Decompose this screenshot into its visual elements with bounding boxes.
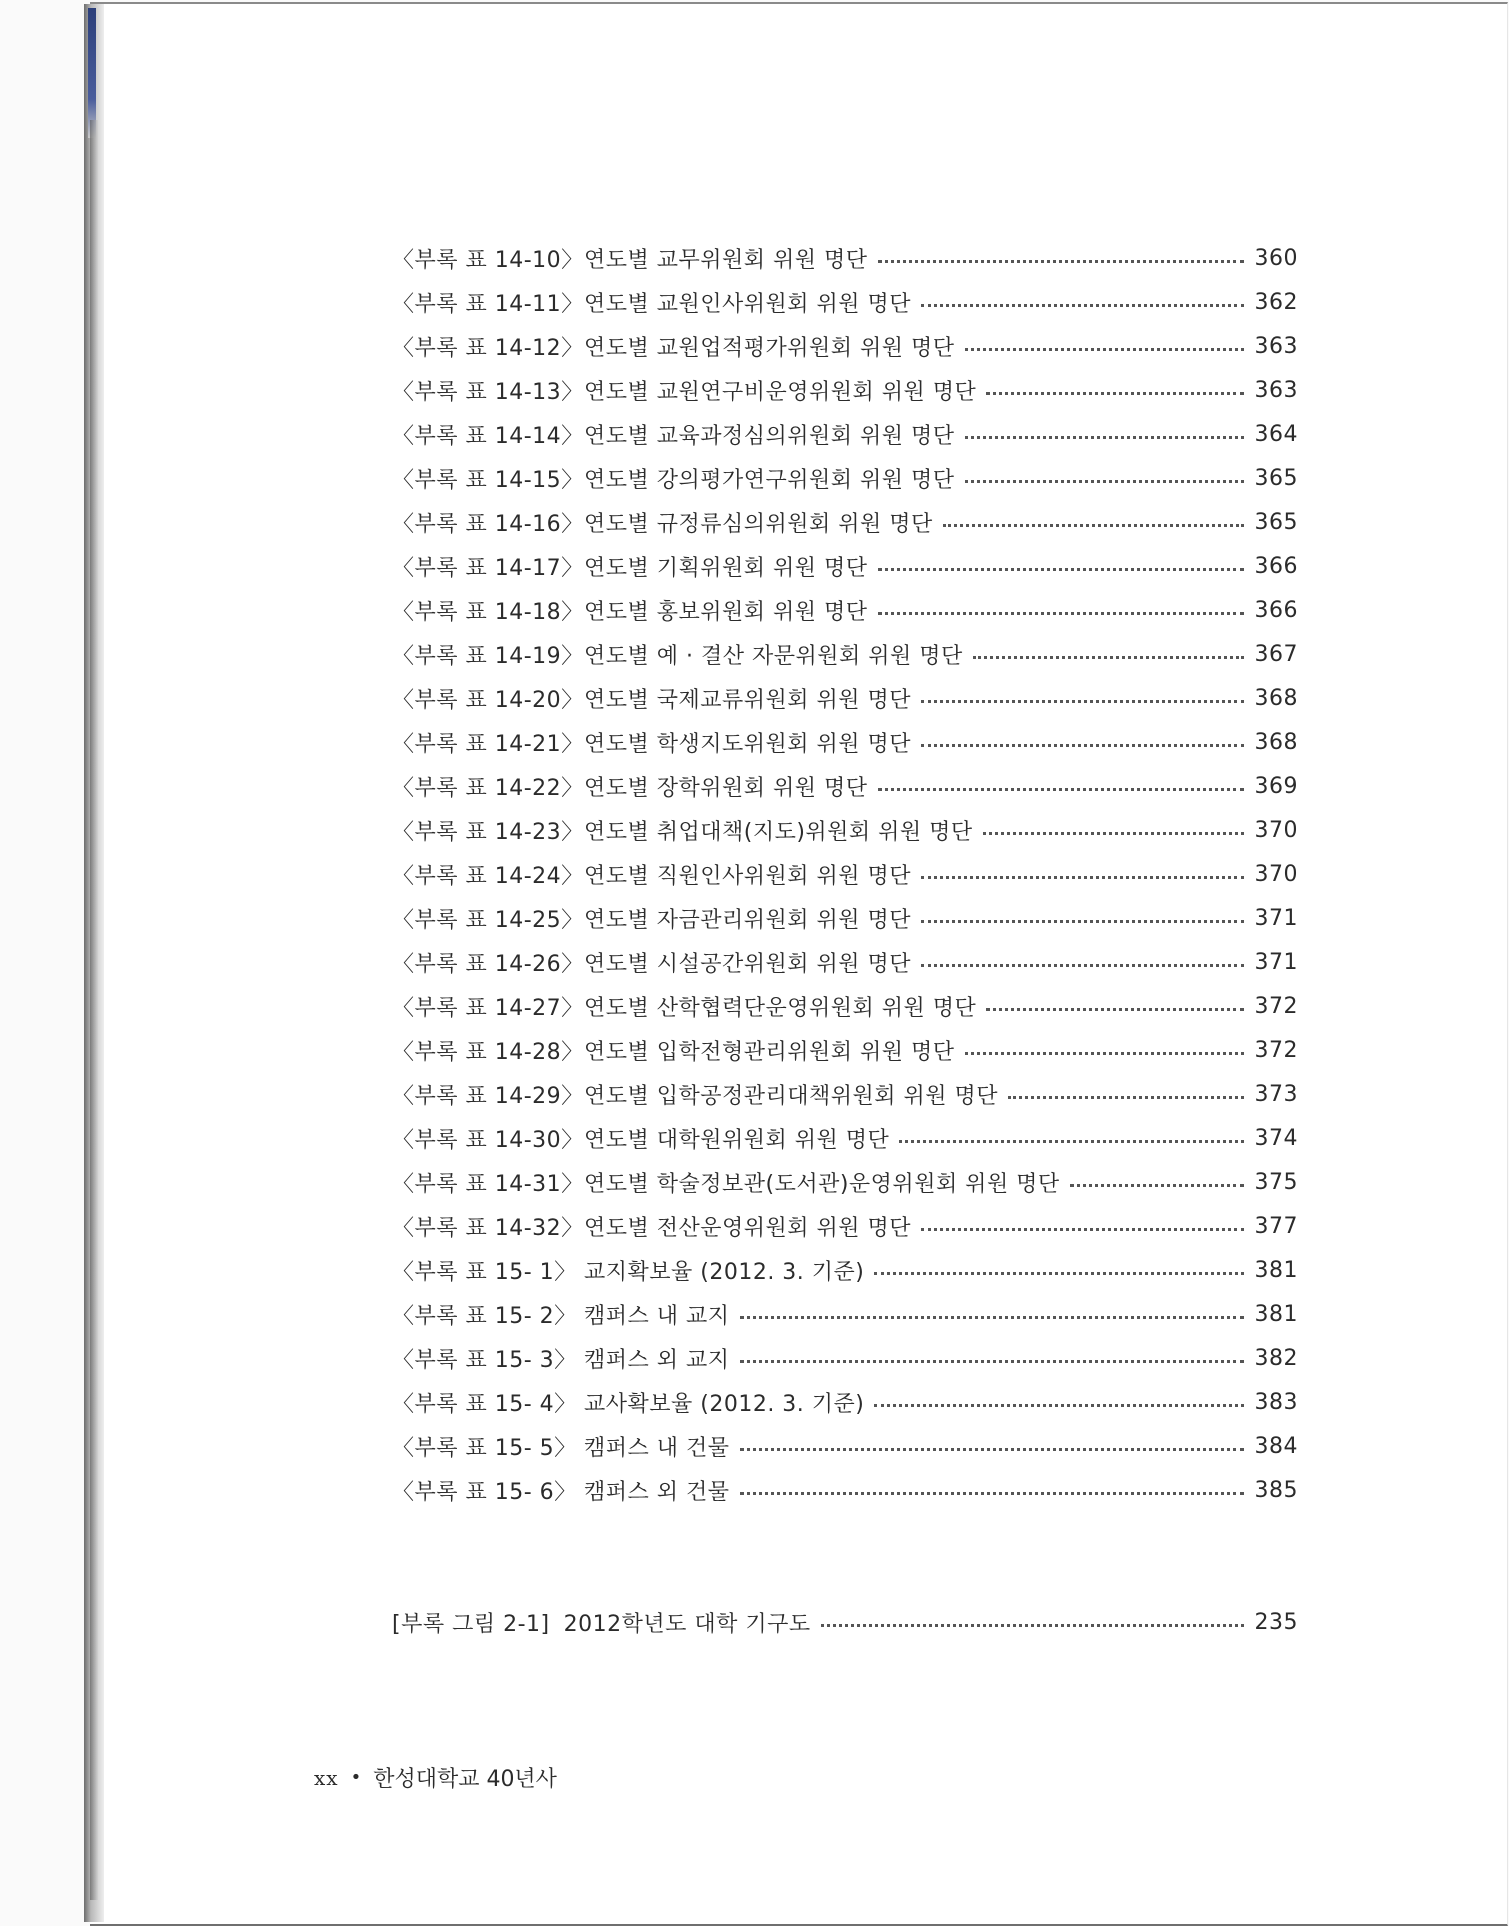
toc-page-number: 368 [1254,729,1298,755]
toc-leader-dots [965,436,1244,439]
spine-color-band [88,8,96,138]
figure-toc-entry [392,1600,1298,1644]
toc-entry-title: 연도별 시설공간위원회 위원 명단 [584,951,912,977]
toc-leader-dots [921,876,1244,879]
toc-row [392,1292,1298,1336]
toc-entry-title: 연도별 강의평가연구위원회 위원 명단 [584,467,955,493]
toc-row [392,1072,1298,1116]
toc-entry-title: 연도별 대학원위원회 위원 명단 [584,1127,890,1153]
toc-row [392,1380,1298,1424]
toc-entry-title: 연도별 교무위원회 위원 명단 [584,247,868,273]
toc-row [392,1028,1298,1072]
toc-entry-title: 연도별 입학공정관리대책위원회 위원 명단 [584,1083,999,1109]
toc-entry-title: 캠퍼스 내 건물 [584,1435,730,1461]
toc-page-number: 364 [1254,421,1298,447]
toc-row [392,852,1298,896]
toc-row [392,368,1298,412]
toc-entry-id: 〈부록 표 14-11〉 [392,291,584,317]
toc-row [392,720,1298,764]
toc-entry-id: 〈부록 표 14-16〉 [392,511,584,537]
toc-entry-title: 연도별 학술정보관(도서관)운영위원회 위원 명단 [584,1171,1060,1197]
toc-entry-id: 〈부록 표 14-19〉 [392,643,584,669]
toc-entry-id: 〈부록 표 14-29〉 [392,1083,584,1109]
toc-entry-title: 연도별 기획위원회 위원 명단 [584,555,868,581]
toc-entry-title: 연도별 교원업적평가위원회 위원 명단 [584,335,955,361]
toc-entry-id: 〈부록 표 15- 6〉 [392,1479,577,1505]
toc-entry-id: 〈부록 표 15- 4〉 [392,1391,577,1417]
toc-page-number: 371 [1254,905,1298,931]
toc-entry-id: 〈부록 표 14-10〉 [392,247,584,273]
toc-entry-id: 〈부록 표 14-31〉 [392,1171,584,1197]
toc-entry-id: 〈부록 표 14-20〉 [392,687,584,713]
toc-entry-title: 교사확보율 (2012. 3. 기준) [584,1391,865,1417]
toc-leader-dots [921,964,1244,967]
toc-page-number: 384 [1254,1433,1298,1459]
table-of-contents-list [392,236,1298,1512]
toc-row [392,1336,1298,1380]
toc-leader-dots [921,744,1244,747]
spine-shadow [90,120,98,1900]
toc-page-number: 381 [1254,1257,1298,1283]
toc-leader-dots [921,920,1244,923]
toc-row [392,676,1298,720]
toc-page-number: 362 [1254,289,1298,315]
toc-entry-id: 〈부록 표 14-27〉 [392,995,584,1021]
toc-page-number: 383 [1254,1389,1298,1415]
toc-entry-title: 교지확보율 (2012. 3. 기준) [584,1259,865,1285]
toc-entry-id: 〈부록 표 14-26〉 [392,951,584,977]
toc-page-number: 366 [1254,597,1298,623]
toc-page-number: 375 [1254,1169,1298,1195]
toc-leader-dots [965,348,1244,351]
toc-entry-title: 캠퍼스 외 교지 [584,1347,730,1373]
toc-row [392,588,1298,632]
toc-leader-dots [878,260,1244,263]
toc-entry-id: 〈부록 표 14-23〉 [392,819,584,845]
toc-entry-title: 연도별 예 · 결산 자문위원회 위원 명단 [584,643,963,669]
page-footer [314,1762,557,1793]
toc-page-number: 372 [1254,1037,1298,1063]
toc-entry-id: 〈부록 표 14-14〉 [392,423,584,449]
toc-leader-dots [965,1052,1244,1055]
toc-entry-id: 〈부록 표 14-13〉 [392,379,584,405]
toc-entry-id: 〈부록 표 14-21〉 [392,731,584,757]
toc-leader-dots [943,524,1244,527]
toc-leader-dots [878,788,1244,791]
toc-row [392,808,1298,852]
toc-entry-title: 연도별 교육과정심의위원회 위원 명단 [584,423,955,449]
toc-row [392,940,1298,984]
toc-entry-id: 〈부록 표 14-32〉 [392,1215,584,1241]
page-number-roman: xx [314,1765,339,1790]
toc-page-number: 369 [1254,773,1298,799]
toc-row [392,1204,1298,1248]
toc-entry-title: 2012학년도 대학 기구도 [563,1611,811,1637]
toc-row [392,280,1298,324]
toc-leader-dots [973,656,1244,659]
toc-leader-dots [983,832,1244,835]
toc-entry-id: 〈부록 표 14-15〉 [392,467,584,493]
toc-leader-dots [740,1448,1245,1451]
toc-entry-id: 〈부록 표 15- 3〉 [392,1347,577,1373]
toc-leader-dots [874,1404,1244,1407]
toc-page-number: 360 [1254,245,1298,271]
toc-entry-id: 〈부록 표 15- 2〉 [392,1303,577,1329]
toc-row [392,1424,1298,1468]
toc-entry-id: 〈부록 표 14-25〉 [392,907,584,933]
toc-page-number: 373 [1254,1081,1298,1107]
toc-entry-title: 연도별 홍보위원회 위원 명단 [584,599,868,625]
toc-leader-dots [986,392,1244,395]
toc-entry-id: 〈부록 표 14-22〉 [392,775,584,801]
toc-row [392,324,1298,368]
toc-row [392,1248,1298,1292]
toc-leader-dots [965,480,1244,483]
toc-entry-title: 연도별 입학전형관리위원회 위원 명단 [584,1039,955,1065]
toc-entry-title: 연도별 취업대책(지도)위원회 위원 명단 [584,819,973,845]
toc-leader-dots [740,1360,1245,1363]
toc-entry-title: 연도별 장학위원회 위원 명단 [584,775,868,801]
toc-entry-title: 연도별 학생지도위원회 위원 명단 [584,731,912,757]
toc-leader-dots [986,1008,1244,1011]
toc-entry-id: 〈부록 표 14-12〉 [392,335,584,361]
toc-page-number: 371 [1254,949,1298,975]
toc-page-number: 368 [1254,685,1298,711]
toc-entry-title: 연도별 자금관리위원회 위원 명단 [584,907,912,933]
toc-leader-dots [740,1492,1245,1495]
toc-row [392,544,1298,588]
toc-leader-dots [921,304,1244,307]
toc-row [392,896,1298,940]
toc-entry-id: [부록 그림 2-1] [392,1611,550,1637]
toc-entry-title: 연도별 규정류심의위원회 위원 명단 [584,511,933,537]
toc-entry-id: 〈부록 표 14-24〉 [392,863,584,889]
toc-entry-title: 연도별 교원연구비운영위원회 위원 명단 [584,379,977,405]
toc-row [392,1600,1298,1644]
toc-page-number: 372 [1254,993,1298,1019]
toc-row [392,764,1298,808]
toc-leader-dots [874,1272,1244,1275]
toc-row [392,1116,1298,1160]
toc-leader-dots [1008,1096,1244,1099]
toc-entry-title: 연도별 교원인사위원회 위원 명단 [584,291,912,317]
toc-page-number: 385 [1254,1477,1298,1503]
toc-page-number: 235 [1254,1609,1298,1635]
toc-entry-title: 연도별 직원인사위원회 위원 명단 [584,863,912,889]
footer-bullet: • [350,1767,362,1788]
toc-page-number: 370 [1254,817,1298,843]
toc-leader-dots [1070,1184,1244,1187]
toc-page-number: 365 [1254,509,1298,535]
toc-row [392,412,1298,456]
toc-page-number: 363 [1254,333,1298,359]
toc-entry-id: 〈부록 표 15- 5〉 [392,1435,577,1461]
book-title: 한성대학교 40년사 [373,1767,557,1792]
toc-page-number: 367 [1254,641,1298,667]
toc-entry-id: 〈부록 표 14-30〉 [392,1127,584,1153]
toc-page-number: 377 [1254,1213,1298,1239]
toc-entry-title: 연도별 국제교류위원회 위원 명단 [584,687,912,713]
toc-row [392,1160,1298,1204]
toc-entry-title: 연도별 산학협력단운영위원회 위원 명단 [584,995,977,1021]
toc-page-number: 366 [1254,553,1298,579]
toc-leader-dots [878,568,1244,571]
toc-leader-dots [899,1140,1244,1143]
toc-page-number: 381 [1254,1301,1298,1327]
toc-row [392,456,1298,500]
toc-entry-title: 연도별 전산운영위원회 위원 명단 [584,1215,912,1241]
toc-entry-id: 〈부록 표 14-18〉 [392,599,584,625]
toc-entry-id: 〈부록 표 15- 1〉 [392,1259,577,1285]
toc-row [392,984,1298,1028]
toc-leader-dots [878,612,1244,615]
toc-row [392,500,1298,544]
toc-entry-title: 캠퍼스 내 교지 [584,1303,730,1329]
toc-row [392,632,1298,676]
toc-row [392,1468,1298,1512]
toc-page-number: 365 [1254,465,1298,491]
toc-leader-dots [821,1624,1244,1627]
toc-entry-id: 〈부록 표 14-17〉 [392,555,584,581]
toc-page-number: 363 [1254,377,1298,403]
toc-entry-id: 〈부록 표 14-28〉 [392,1039,584,1065]
toc-leader-dots [921,1228,1244,1231]
toc-entry-title: 캠퍼스 외 건물 [584,1479,730,1505]
toc-leader-dots [740,1316,1245,1319]
toc-page-number: 370 [1254,861,1298,887]
toc-page-number: 382 [1254,1345,1298,1371]
toc-leader-dots [921,700,1244,703]
toc-row [392,236,1298,280]
toc-page-number: 374 [1254,1125,1298,1151]
